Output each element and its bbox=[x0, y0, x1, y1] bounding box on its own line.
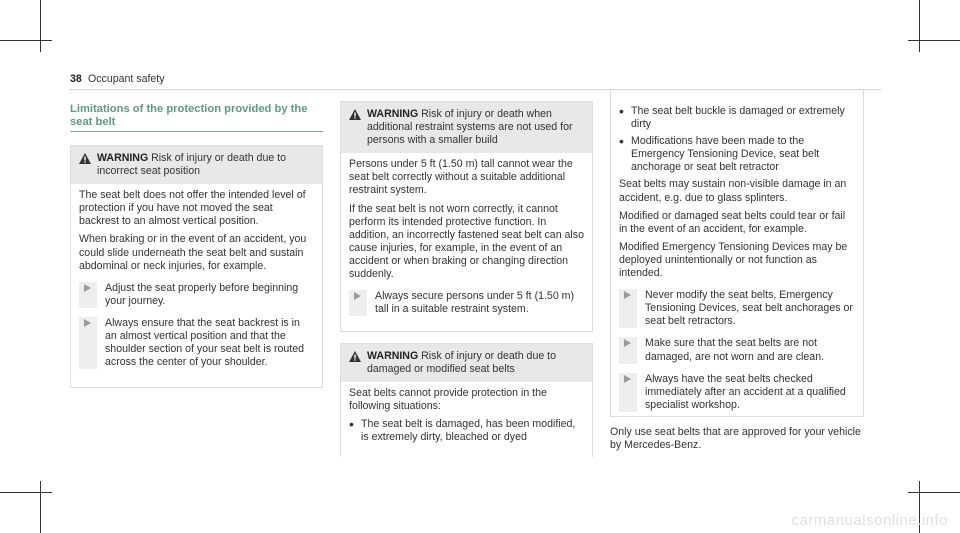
warning-header bbox=[71, 146, 322, 184]
paragraph: Modified or damaged seat belts could tear or fail in the event of an accident, for example. bbox=[619, 209, 846, 235]
instruction-step bbox=[349, 290, 584, 316]
warning-triangle-icon bbox=[349, 108, 367, 147]
crop-mark bbox=[40, 0, 41, 52]
instruction-step bbox=[79, 282, 314, 308]
warning-box-smaller-build bbox=[340, 101, 593, 332]
crop-mark bbox=[0, 492, 52, 493]
footer-note: Only use seat belts that are approved for your vehicle by Mercedes-Benz. bbox=[610, 426, 861, 452]
warning-header bbox=[341, 344, 592, 382]
list-item-text: The seat belt buckle is damaged or extremely dirty bbox=[631, 105, 845, 131]
crop-mark bbox=[908, 40, 960, 41]
warning-triangle-icon bbox=[79, 152, 97, 178]
section-name: Occupant safety bbox=[88, 73, 165, 85]
instruction-text: Adjust the seat properly before beginning your journey. bbox=[105, 281, 299, 307]
instruction-step bbox=[619, 289, 855, 328]
bullet-icon: • bbox=[619, 133, 624, 150]
arrow-right-icon bbox=[354, 292, 361, 300]
warning-label: WARNING bbox=[367, 350, 419, 362]
page-header bbox=[70, 73, 880, 85]
crop-mark bbox=[0, 40, 52, 41]
warning-label: WARNING bbox=[367, 108, 419, 120]
crop-mark bbox=[908, 492, 960, 493]
crop-mark bbox=[40, 481, 41, 533]
bullet-icon: • bbox=[349, 416, 354, 433]
instruction-text: Make sure that the seat belts are not damaged, are not worn and are clean. bbox=[645, 337, 825, 363]
arrow-right-icon bbox=[624, 339, 631, 347]
list-item bbox=[619, 105, 855, 131]
warning-box-seat-position bbox=[70, 145, 323, 388]
instruction-text: Always secure persons under 5 ft (1.50 m) tall in a suitable restraint system. bbox=[375, 290, 575, 316]
paragraph: Seat belts may sustain non-visible damage in an accident, e.g. due to glass splinters. bbox=[619, 178, 847, 204]
arrow-right-icon bbox=[84, 284, 91, 292]
arrow-right-icon bbox=[84, 319, 91, 327]
page-number: 38 bbox=[70, 73, 82, 85]
paragraph: Modified Emergency Tensioning Devices may be deployed unintentionally or not function as intended. bbox=[619, 240, 848, 280]
warning-label: WARNING bbox=[97, 152, 149, 164]
paragraph: Seat belts cannot provide protection in the following situations: bbox=[349, 387, 547, 413]
paragraph: The seat belt does not offer the intended level of protection if you have not moved the seat backrest to an almost vertical position. bbox=[79, 189, 306, 228]
crop-mark bbox=[919, 0, 920, 52]
paragraph: When braking or in the event of an accident, you could slide underneath the seat belt and sustain abdominal or neck injuries, for example. bbox=[79, 233, 307, 272]
list-item-text: Modifications have been made to the Emergency Tensioning Device, seat belt anchorage or seat belt retractor bbox=[631, 135, 820, 174]
paragraph: Persons under 5 ft (1.50 m) tall cannot wear the seat belt correctly without a suitable additional restraint system. bbox=[349, 158, 573, 197]
instruction-text: Always have the seat belts checked immediately after an accident at a qualified specialist workshop. bbox=[645, 372, 846, 411]
warning-box-continued bbox=[610, 90, 864, 417]
instruction-text: Never modify the seat belts, Emergency Tensioning Devices, seat belt anchorages or seat belt retractors. bbox=[645, 289, 853, 328]
instruction-step bbox=[619, 337, 855, 363]
instruction-step bbox=[619, 373, 855, 412]
arrow-right-icon bbox=[624, 291, 631, 299]
watermark: carmanualsonline.info bbox=[791, 511, 948, 529]
list-item-text: The seat belt is damaged, has been modified, is extremely dirty, bleached or dyed bbox=[361, 418, 576, 444]
warning-heading: Risk of injury or death due to incorrect seat position bbox=[97, 152, 287, 178]
section-title: Limitations of the protection provided by the seat belt bbox=[70, 103, 308, 128]
bullet-icon: • bbox=[619, 103, 624, 119]
instruction-step bbox=[79, 317, 314, 369]
instruction-text: Always ensure that the seat backrest is in an almost vertical position and that the shoulder section of your seat belt is routed across the center of your shoulder. bbox=[105, 316, 305, 369]
title-divider bbox=[70, 131, 323, 132]
list-item bbox=[349, 418, 584, 444]
warning-heading: Risk of injury or death when additional restraint systems are not used for persons with a smaller build bbox=[367, 108, 573, 147]
warning-box-damaged-belts bbox=[340, 343, 593, 457]
arrow-right-icon bbox=[624, 375, 631, 383]
list-item bbox=[619, 135, 855, 174]
warning-header bbox=[341, 102, 592, 153]
warning-triangle-icon bbox=[349, 350, 367, 376]
warning-heading: Risk of injury or death due to damaged or modified seat belts bbox=[367, 350, 557, 376]
paragraph: If the seat belt is not worn correctly, it cannot perform its intended protective function. In addition, an incorrectly fastened seat belt can also cause injuries, for example, in the event of an accident or when braking or changing direction suddenly. bbox=[349, 202, 584, 281]
